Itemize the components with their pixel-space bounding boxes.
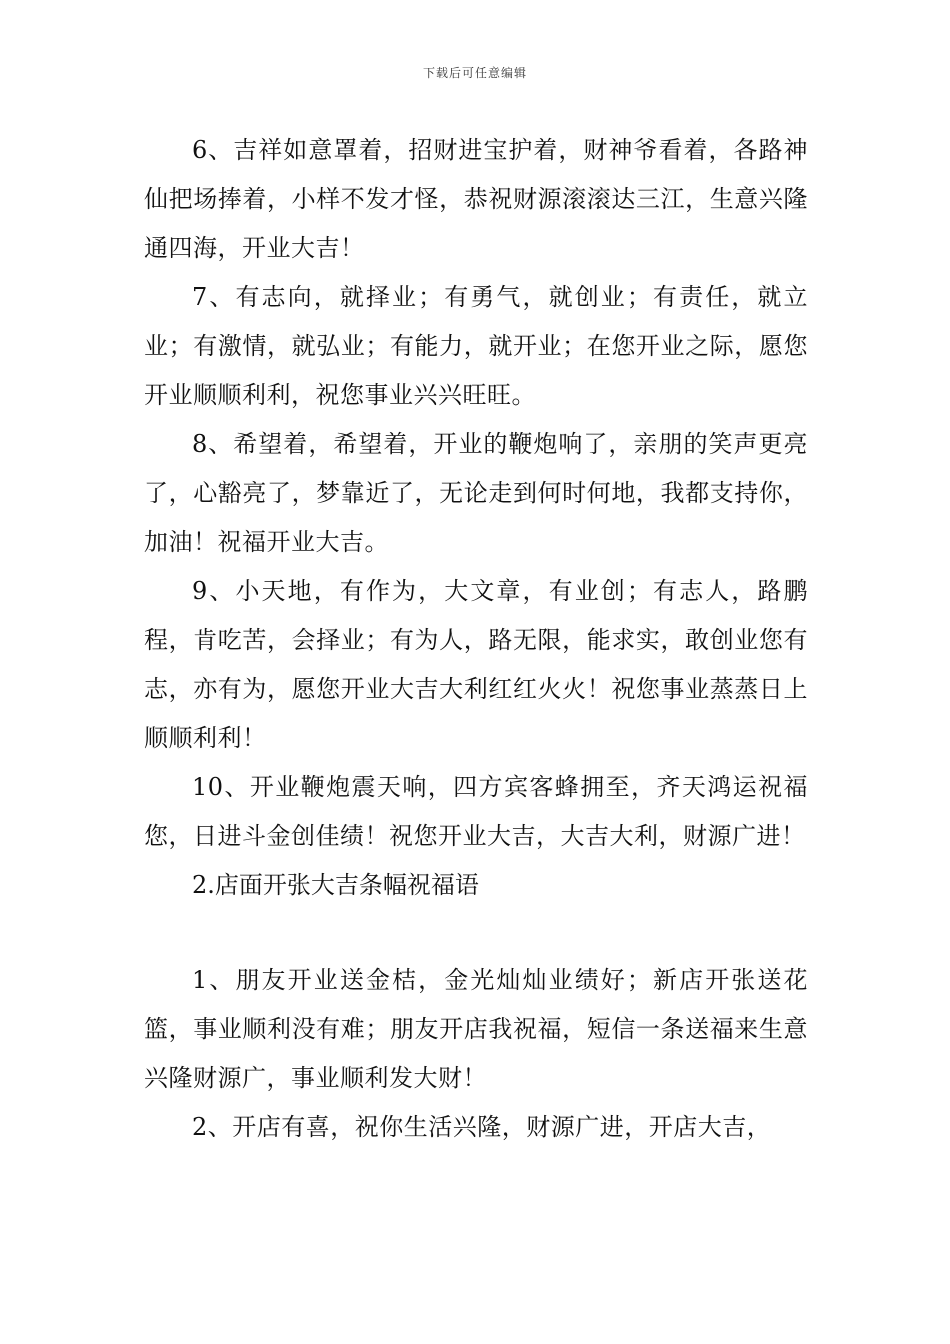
paragraph-b1: 1、朋友开业送金桔，金光灿灿业绩好；新店开张送花篮，事业顺利没有难；朋友开店我祝福，短信一条送福来生意兴隆财源广，事业顺利发大财！	[144, 966, 808, 1092]
paragraph-6: 6、吉祥如意罩着，招财进宝护着，财神爷看着，各路神仙把场捧着，小样不发才怪，恭祝财源滚滚达三江，生意兴隆通四海，开业大吉！	[144, 136, 808, 262]
paragraph-8: 8、希望着，希望着，开业的鞭炮响了，亲朋的笑声更亮了，心豁亮了，梦靠近了，无论走到何时何地，我都支持你，加油！祝福开业大吉。	[144, 430, 808, 556]
paragraph-7: 7、有志向，就择业；有勇气，就创业；有责任，就立业；有激情，就弘业；有能力，就开业；在您开业之际，愿您开业顺顺利利，祝您事业兴兴旺旺。	[144, 283, 808, 409]
paragraph-10: 10、开业鞭炮震天响，四方宾客蜂拥至，齐天鸿运祝福您，日进斗金创佳绩！祝您开业大吉，大吉大利，财源广进！	[144, 773, 808, 850]
section-heading: 2.店面开张大吉条幅祝福语	[192, 871, 479, 899]
paragraph-9: 9、小天地，有作为，大文章，有业创；有志人，路鹏程，肯吃苦，会择业；有为人，路无限，能求实，敢创业您有志，亦有为，愿您开业大吉大利红红火火！祝您事业蒸蒸日上顺顺利利！	[144, 577, 808, 752]
paragraph-b2: 2、开店有喜，祝你生活兴隆，财源广进，开店大吉，	[192, 1113, 772, 1141]
document-body	[144, 126, 808, 1152]
section-gap	[144, 910, 808, 956]
page-header: 下载后可任意编辑	[422, 66, 527, 80]
